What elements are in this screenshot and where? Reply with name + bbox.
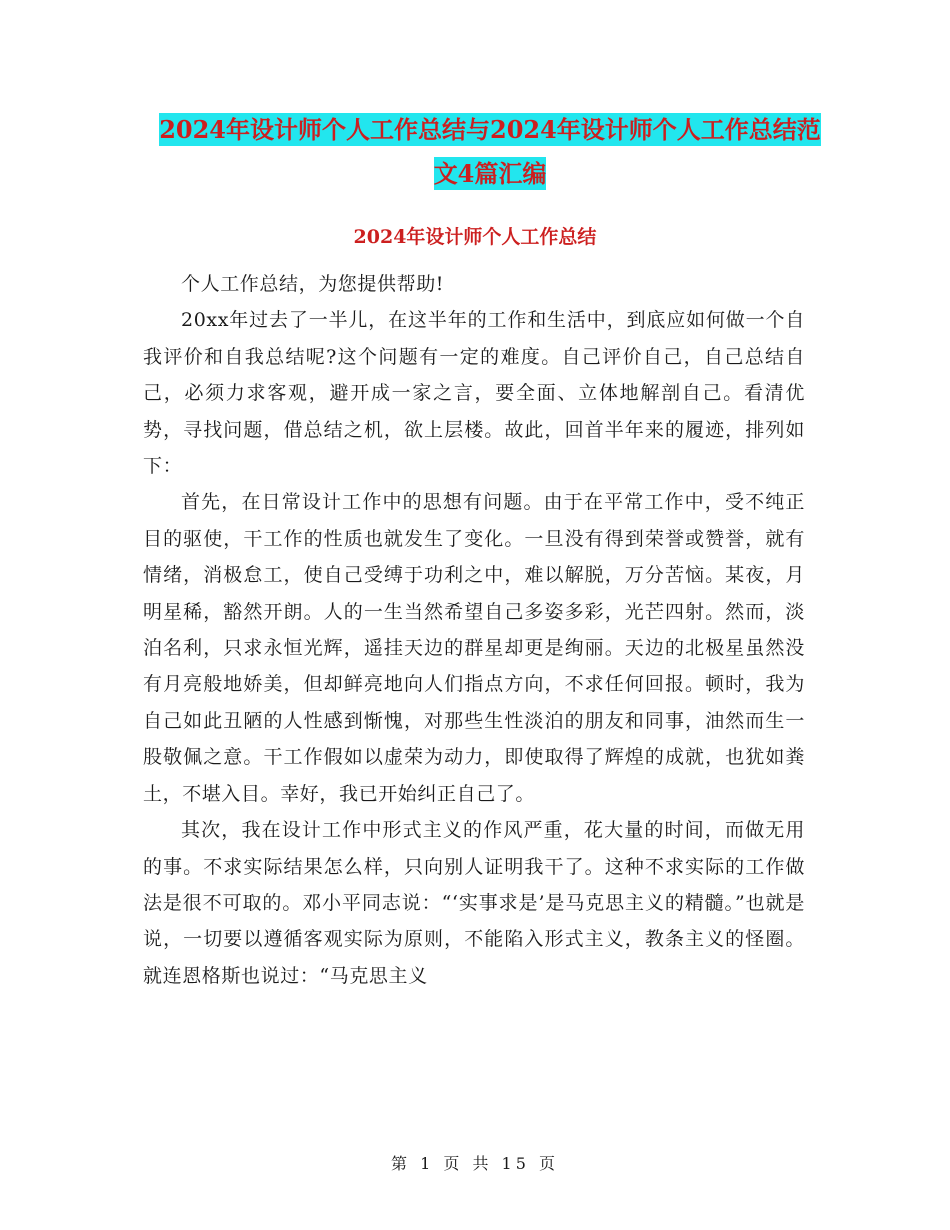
page-footer: 第 1 页 共 15 页 bbox=[391, 1154, 559, 1173]
paragraph-first-point: 首先，在日常设计工作中的思想有问题。由于在平常工作中，受不纯正目的驱使，干工作的性质也就发生了变化。一旦没有得到荣誉或赞誉，就有情绪，消极怠工，使自己受缚于功利之中，难以解脱，万分苦恼。某夜，月明星稀，豁然开朗。人的一生当然希望自己多姿多彩，光芒四射。然而，淡泊名利，只求永恒光辉，遥挂天边的群星却更是绚丽。天边的北极星虽然没有月亮般地娇美，但却鲜亮地向人们指点方向，不求任何回报。顿时，我为自己如此丑陋的人性感到惭愧，对那些生性淡泊的朋友和同事，油然而生一股敬佩之意。干工作假如以虚荣为动力，即使取得了辉煌的成就，也犹如粪土，不堪入目。幸好，我已开始纠正自己了。 bbox=[143, 491, 805, 805]
document-title-text: 2024年设计师个人工作总结与2024年设计师个人工作总结范文4篇汇编 bbox=[159, 115, 821, 188]
paragraph-second-point: 其次，我在设计工作中形式主义的作风严重，花大量的时间，而做无用的事。不求实际结果怎么样，只向别人证明我干了。这种不求实际的工作做法是很不可取的。邓小平同志说：“‘实事求是’是马克思主义的精髓。”也就是说，一切要以遵循客观实际为原则，不能陷入形式主义，教条主义的怪圈。就连恩格斯也说过：“马克思主义 bbox=[143, 819, 805, 987]
paragraph-intro: 个人工作总结，为您提供帮助! bbox=[181, 273, 445, 295]
section-title: 2024年设计师个人工作总结 bbox=[353, 226, 597, 248]
paragraph-overview: 20xx年过去了一半儿，在这半年的工作和生活中，到底应如何做一个自我评价和自我总结呢?这个问题有一定的难度。自己评价自己，自己总结自己，必须力求客观，避开成一家之言，要全面、立体地解剖自己。看清优势，寻找问题，借总结之机，欲上层楼。故此，回首半年来的履迹，排列如下： bbox=[143, 309, 805, 478]
document-title bbox=[150, 108, 830, 196]
document-body bbox=[143, 266, 805, 994]
